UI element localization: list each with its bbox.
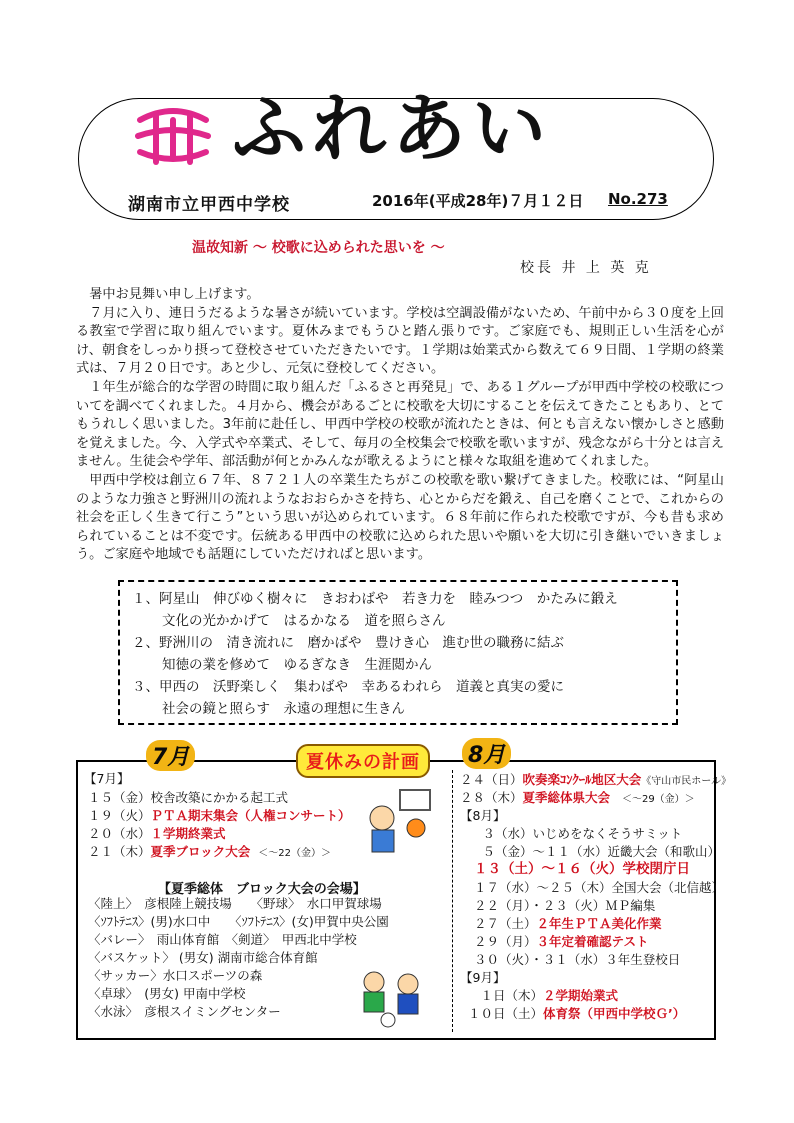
event-title: １３（土）〜１６（火）学校閉庁日 bbox=[474, 861, 690, 877]
event-title: 体育祭（甲西中学校Ｇ’） bbox=[543, 1006, 686, 1021]
venue-line: 〈ｿﾌﾄﾃﾆｽ〉(男)水口中 〈ｿﾌﾄﾃﾆｽ〉(女)甲賀中央公園 bbox=[88, 914, 389, 929]
august-event bbox=[474, 915, 662, 932]
song-line: 知徳の業を修めて ゆるぎなき 生涯閲かん bbox=[162, 657, 432, 673]
event-title: ＰＴＡ期末集会（人権コンサート） bbox=[150, 808, 351, 823]
event-title: ２学期始業式 bbox=[543, 988, 619, 1003]
september-header: 【9月】 bbox=[460, 970, 506, 985]
event-title: 夏季ブロック大会 bbox=[150, 844, 251, 859]
event-date: １９（火） bbox=[88, 808, 151, 823]
venue-line: 〈バスケット〉 (男女) 湖南市総合体育館 bbox=[88, 950, 318, 965]
event-date: ２７（土） bbox=[474, 916, 537, 931]
event-title: １学期終業式 bbox=[150, 826, 226, 841]
event-date: ２４（日） bbox=[460, 772, 523, 787]
paragraph: 甲西中学校は創立６７年、８７２１人の卒業生たちがこの校歌を歌い繋げてきました。校歌には、“阿星山のような力強さと野洲川の流れようなおおらかさを持ち、心とからだを鍛え、自己を磨くことで、これからの社会を正しく生きて行こう”という思いが込められています。６８年前に作られた校歌ですが、今も昔も求められていることは不変です。伝統ある甲西中の校歌に込められた思いや願いを大切に引き継いでいきましょう。ご家庭や地域でも話題にしていただければと思います。 bbox=[76, 472, 724, 563]
venue-line: 〈卓球〉 (男女) 甲南中学校 bbox=[88, 986, 246, 1001]
basketball-illustration-icon bbox=[360, 788, 440, 858]
song-line: ３、甲西の 沃野楽しく 集わばや 幸あるわれら 道義と真実の愛に bbox=[132, 679, 564, 695]
song-line: １、阿星山 伸びゆく樹々に きおわばや 若き力を 睦みつつ かたみに鍛え bbox=[132, 591, 618, 607]
event-date: ２９（月） bbox=[474, 934, 537, 949]
venue-line: 〈陸上〉 彦根陸上競技場 〈野球〉 水口甲賀球場 bbox=[88, 896, 382, 911]
august-event: ５（金）〜１１（水）近畿大会（和歌山） bbox=[470, 844, 721, 859]
song-verse bbox=[132, 588, 618, 632]
august-badge: 8月 bbox=[462, 738, 511, 769]
summer-plan-title: 夏休みの計画 bbox=[296, 744, 430, 778]
august-header: 【8月】 bbox=[460, 808, 506, 823]
song-verse bbox=[132, 632, 564, 676]
article-author: 校長 井 上 英 克 bbox=[520, 260, 652, 276]
venue-line: 〈水泳〉 彦根スイミングセンター bbox=[88, 1004, 281, 1019]
song-line: 文化の光かかげて はるかなる 道を照らさん bbox=[162, 613, 446, 629]
august-event bbox=[474, 933, 649, 950]
july-event bbox=[88, 825, 226, 842]
article-title: 温故知新 〜 校歌に込められた思いを 〜 bbox=[192, 240, 445, 256]
july-event bbox=[88, 843, 331, 862]
venue-line: 〈バレー〉 雨山体育館 〈剣道〉 甲西北中学校 bbox=[88, 932, 357, 947]
event-title: 吹奏楽ｺﾝｸｰﾙ地区大会 bbox=[522, 772, 642, 787]
song-line: 社会の鏡と照らす 永遠の理想に生きん bbox=[162, 701, 405, 717]
event-date: ２０（水） bbox=[88, 826, 151, 841]
july-header: 【7月】 bbox=[84, 771, 130, 786]
paragraph: 暑中お見舞い申し上げます。 bbox=[89, 287, 260, 302]
september-event bbox=[468, 987, 618, 1004]
event-date: １日（木） bbox=[468, 988, 544, 1003]
school-emblem-icon bbox=[132, 106, 214, 172]
event-title: ２年生ＰＴＡ美化作業 bbox=[536, 916, 662, 931]
paragraph: １年生が総合的な学習の時間に取り組んだ「ふるさと再発見」で、ある１グループが甲西中学校の校歌についてを調べてくれました。４月から、機会があるごとに校歌を大切にすることを伝えてきたこともあり、とてもうれしく思いました。3年前に赴任し、甲西中学校の校歌が流れたときは、何とも言えない懐かしさと感動を覚えました。今、入学式や卒業式、そして、毎月の全校集会で校歌を歌いますが、残念ながら十分とは言えません。生徒会や学年、部活動が何とかみんなが歌えるようにと様々な取組を進めてくれました。 bbox=[76, 379, 724, 470]
august-event bbox=[460, 771, 731, 790]
august-event: ３（水）いじめをなくそうサミット bbox=[470, 826, 683, 841]
event-note: ＜〜22（金）＞ bbox=[258, 848, 331, 859]
july-badge: 7月 bbox=[146, 740, 195, 771]
event-title: 夏季総体県大会 bbox=[522, 790, 611, 805]
august-event bbox=[460, 789, 695, 808]
song-verse bbox=[132, 676, 564, 720]
issue-number: No.273 bbox=[608, 190, 668, 208]
column-divider bbox=[452, 770, 453, 1032]
august-event: ３０（火）・３１（水）３年生登校日 bbox=[474, 952, 681, 967]
school-name: 湖南市立甲西中学校 bbox=[128, 195, 290, 215]
article-body bbox=[76, 286, 724, 565]
event-date: ２８（木） bbox=[460, 790, 523, 805]
event-date: １０日（土） bbox=[468, 1006, 544, 1021]
song-line: ２、野洲川の 清き流れに 磨かばや 豊けき心 進む世の職務に結ぶ bbox=[132, 635, 564, 651]
event-note: 《守山市民ホール》 bbox=[641, 776, 732, 787]
august-event bbox=[474, 861, 690, 878]
school-song-box bbox=[118, 580, 678, 725]
event-note: ＜〜29（金）＞ bbox=[621, 794, 695, 805]
august-event: ２２（月）・２３（火）ＭＰ編集 bbox=[474, 898, 656, 913]
venue-title: 【夏季総体 ブロック大会の会場】 bbox=[158, 882, 366, 897]
soccer-illustration-icon bbox=[348, 968, 438, 1030]
newsletter-title: ふれあい bbox=[232, 86, 552, 172]
september-event bbox=[468, 1005, 685, 1022]
july-event bbox=[88, 807, 351, 824]
july-event bbox=[88, 789, 288, 806]
paragraph: ７月に入り、連日うだるような暑さが続いています。学校は空調設備がないため、午前中から３０度を上回る教室で学習に取り組んでいます。夏休みまでもうひと踏ん張りです。ご家庭でも、規則正しい生活を心がけ、朝食をしっかり摂って登校させていただきたいです。１学期は始業式から数えて６９日間、１学期の終業式は、７月２０日です。あと少し、元気に登校してください。 bbox=[76, 305, 724, 377]
issue-date: 2016年(平成28年)７月１２日 bbox=[372, 192, 584, 210]
august-event: １７（水）〜２５（木）全国大会（北信越） bbox=[474, 880, 725, 895]
event-title: ３年定着確認テスト bbox=[536, 934, 649, 949]
event-date: ２１（木） bbox=[88, 844, 151, 859]
venue-line: 〈サッカー〉水口スポーツの森 bbox=[88, 968, 263, 983]
event-date: １５（金）校舎改築にかかる起工式 bbox=[88, 790, 289, 805]
